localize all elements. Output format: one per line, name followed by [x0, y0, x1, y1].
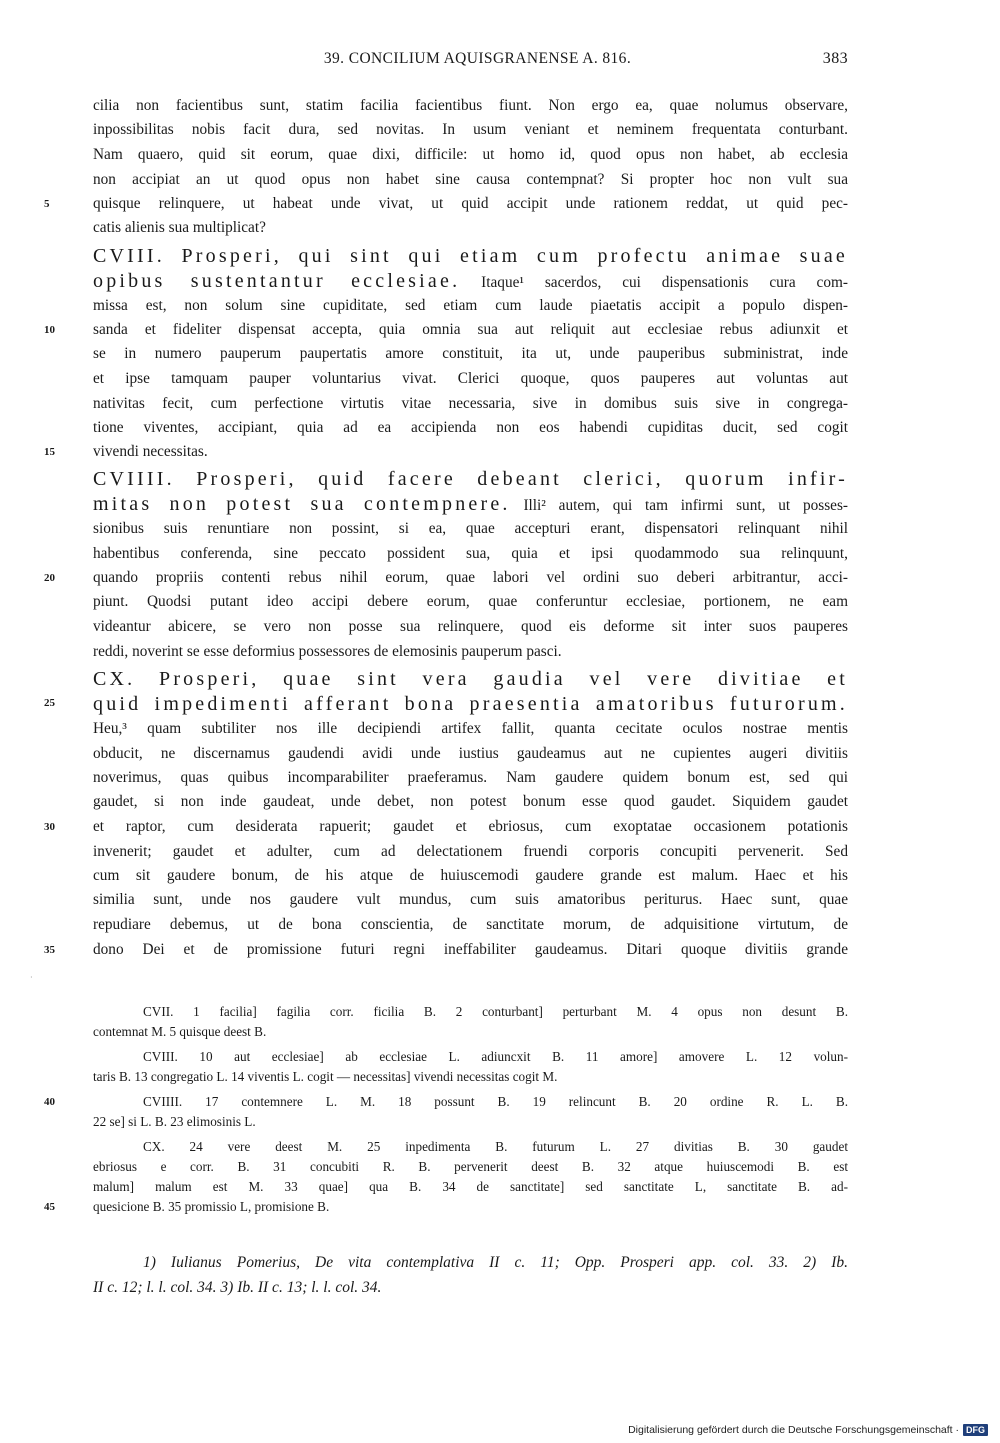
apparatus-line: contemnat M. 5 quisque deest B.: [93, 1024, 267, 1039]
chapter-heading: CVIIII. Prosperi, quid facere debeant clerici, quorum infir-: [93, 468, 848, 490]
footnote-line: II c. 12; l. l. col. 34. 3) Ib. II c. 13; l. l. col. 34.: [93, 1279, 382, 1296]
line-number: 40: [44, 1096, 55, 1108]
running-title: 39. CONCILIUM AQUISGRANENSE A. 816.: [323, 50, 632, 67]
text-line: inpossibilitas nobis facit dura, sed novitas. In usum veniant et neminem frequentata conturbant.: [93, 121, 848, 138]
dfg-logo: DFG: [963, 1424, 988, 1436]
line-number: 15: [44, 446, 55, 458]
text-line: piunt. Quodsi putant ideo accipi debere eorum, quae conferuntur ecclesiae, portionem, ne eam: [93, 593, 848, 610]
text-line: sanda et fideliter dispensat accepta, quia omnia sua aut reliquit aut ecclesiae rebus adiunxit et: [93, 321, 848, 338]
apparatus-line: ebriosus e corr. B. 31 concubiti R. B. pervenerit deest B. 32 atque huiuscemodi B. est: [93, 1159, 848, 1174]
apparatus-line: CVIII. 10 aut ecclesiae] ab ecclesiae L. adiuncxit B. 11 amore] amovere L. 12 volun-: [143, 1049, 848, 1064]
apparatus-line: taris B. 13 congregatio L. 14 viventis L. cogit — necessitas] vivendi necessitas cogit M.: [93, 1069, 558, 1084]
text-line: gaudet, si non inde gaudeat, unde debet, non potest bonum esse quod gaudet. Siquidem gaudet: [93, 793, 848, 810]
digitization-footer: [628, 1421, 988, 1439]
text-line: cilia non facientibus sunt, statim facilia facientibus fiunt. Non ergo ea, quae nolumus observare,: [93, 97, 848, 114]
text-line: videantur abicere, se vero non posse sua relinquere, quod eis deforme sit inter suos pauperes: [93, 618, 848, 635]
text-line: sionibus suis renuntiare non possint, si ea, quae accepturi erant, dispensatori relinquant nihil: [93, 520, 848, 537]
text-line: quando propriis contenti rebus nihil eorum, quae labori vel ordini suo deberi arbitrantur, acci-: [93, 569, 848, 586]
chapter-heading: quid impedimenti afferant bona praesentia amatoribus futurorum.: [93, 693, 848, 715]
text-line: nativitas fecit, cum perfectione virtutis vitae necessaria, sive in domibus suis sive in congrega-: [93, 395, 848, 412]
line-number: 35: [44, 944, 55, 956]
line-number: 30: [44, 821, 55, 833]
apparatus-line: CVII. 1 facilia] fagilia corr. ficilia B. 2 conturbant] perturbant M. 4 opus non desunt B.: [143, 1004, 848, 1019]
margin-mark: ·: [30, 973, 33, 982]
line-number: 25: [44, 697, 55, 709]
chapter-heading: CX. Prosperi, quae sint vera gaudia vel vere divitiae et: [93, 668, 848, 690]
text-line: se in numero pauperum paupertatis amore constituit, ita ut, unde pauperibus subministrat, inde: [93, 345, 848, 362]
text-line: non accipiat an ut quod opus non habet sine causa contempnat? Si propter hoc non vult sua: [93, 171, 848, 188]
line-number: 10: [44, 324, 55, 336]
apparatus-line: CVIIII. 17 contemnere L. M. 18 possunt B. 19 relincunt B. 20 ordine R. L. B.: [143, 1094, 848, 1109]
apparatus-line: CX. 24 vere deest M. 25 inpedimenta B. futurum L. 27 divitias B. 30 gaudet: [143, 1139, 848, 1154]
line-number: 45: [44, 1201, 55, 1213]
line-number: 5: [44, 198, 50, 210]
text-line: cum sit gaudere bonum, de his atque de huiuscemodi gaudere grande est malum. Haec et his: [93, 867, 848, 884]
chapter-heading: CVIII. Prosperi, qui sint qui etiam cum profectu animae suae: [93, 245, 848, 267]
text-line: Nam quaero, quid sit eorum, quae dixi, difficile: ut homo id, quod opus non habet, ab ecclesia: [93, 146, 848, 163]
chapter-heading-continued: [93, 268, 848, 294]
chapter-heading-continued: [93, 491, 848, 517]
text-line: noverimus, quas quibus incomparabiliter praeferamus. Nam gaudere quidem bonum est, sed qui: [93, 769, 848, 786]
text-line: vivendi necessitas.: [93, 443, 208, 460]
text-line: et raptor, cum desiderata rapuerit; gaudet et ebriosus, cum exoptatae occasionem potationis: [93, 818, 848, 835]
text-line: repudiare debemus, ut de bona conscientia, de sanctitate morum, de adquisitione virtutum, de: [93, 916, 848, 933]
text-run: Illi² autem, qui tam infirmi sunt, ut posses-: [523, 497, 848, 514]
apparatus-line: 22 se] si L. B. 23 elimosinis L.: [93, 1114, 256, 1129]
text-line: quisque relinquere, ut habeat unde vivat, ut quid accipit unde rationem reddat, ut quid pec-: [93, 195, 848, 212]
line-number: 20: [44, 572, 55, 584]
page-number: 383: [822, 50, 848, 67]
text-line: et ipse tamquam pauper voluntarius vivat. Clerici quoque, quos pauperes aut voluntas aut: [93, 370, 848, 387]
heading-text: mitas non potest sua contempnere.: [93, 493, 511, 515]
apparatus-line: malum] malum est M. 33 quae] qua B. 34 de sanctitate] sed sanctitate L, sanctitate B. ad-: [93, 1179, 848, 1194]
text-line: obducit, ne discernamus gaudendi avidi unde iustius gaudeamus aut ne cupientes augeri divitiis: [93, 745, 848, 762]
text-run: Itaque¹ sacerdos, cui dispensationis cura com-: [481, 274, 848, 291]
running-header: [93, 50, 848, 74]
text-line: invenerit; gaudet et adulter, cum ad delectationem fruendi corporis concupiti pervenerit. Sed: [93, 843, 848, 860]
text-line: catis alienis sua multiplicat?: [93, 219, 266, 236]
footnote-line: 1) Iulianus Pomerius, De vita contemplativa II c. 11; Opp. Prosperi app. col. 33. 2) Ib.: [143, 1254, 848, 1271]
apparatus-line: quesicione B. 35 promissio L, promisione B.: [93, 1199, 330, 1214]
text-line: dono Dei et de promissione futuri regni ineffabiliter gaudeamus. Ditari quoque divitiis grande: [93, 941, 848, 958]
text-line: habentibus conferenda, sine peccato possident sua, quia et ipsi quodammodo sua relinquunt,: [93, 545, 848, 562]
heading-text: opibus sustentantur ecclesiae.: [93, 270, 461, 292]
text-line: reddi, noverint se esse deformius possessores de elemosinis pauperum pasci.: [93, 643, 562, 660]
text-line: similia sunt, unde nos gaudere vult mundus, cum suis amatoribus periturus. Haec sunt, quae: [93, 891, 848, 908]
text-line: missa est, non solum sine cupiditate, sed etiam cum laude piaetatis accipit a populo dispen-: [93, 297, 848, 314]
text-line: Heu,³ quam subtiliter nos ille decipiendi artifex fallit, quanta cecitate oculos nostrae mentis: [93, 720, 848, 737]
footer-text: Digitalisierung gefördert durch die Deutsche Forschungsgemeinschaft ·: [628, 1424, 959, 1436]
text-line: tione viventes, accipiant, quia ad ea accipienda non eos habendi cupiditas ducit, sed cogit: [93, 419, 848, 436]
